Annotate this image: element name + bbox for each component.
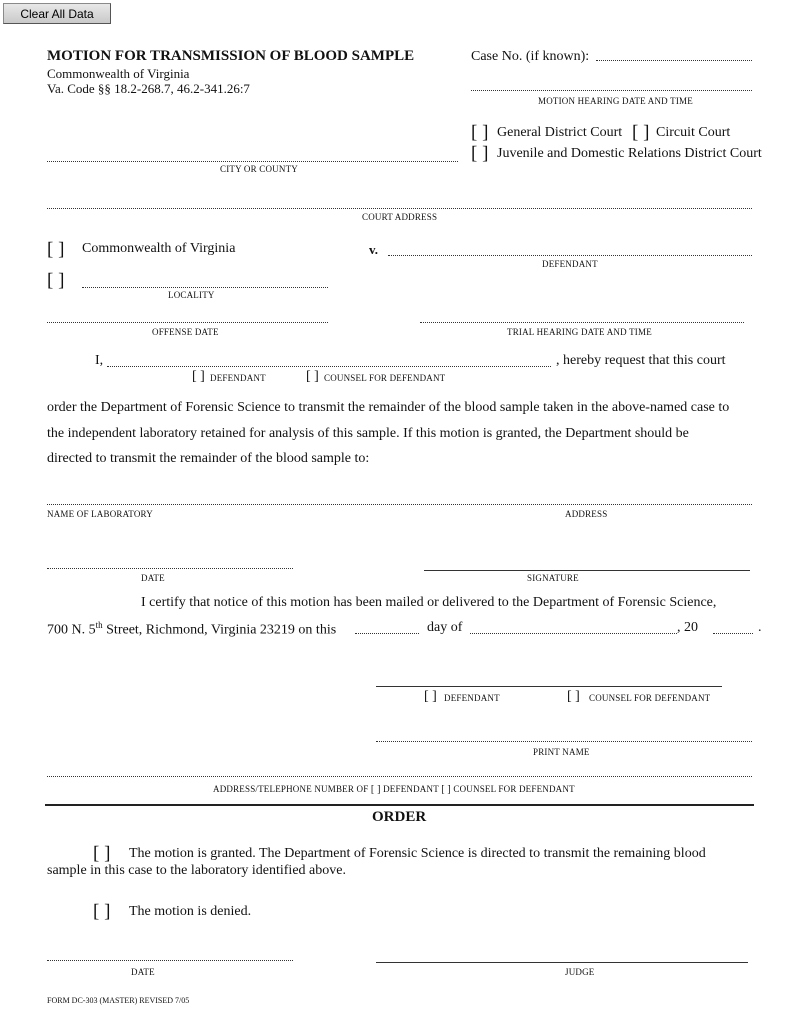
address-telephone-text: ADDRESS/TELEPHONE NUMBER OF	[213, 784, 369, 794]
certify-year-field[interactable]	[713, 633, 753, 634]
signature-field[interactable]	[424, 570, 750, 571]
juvenile-court-label: Juvenile and Domestic Relations District Court	[497, 146, 762, 161]
requester-defendant-label: DEFENDANT	[210, 373, 266, 383]
lab-name-label: NAME OF LABORATORY	[47, 509, 153, 519]
code-reference: Va. Code §§ 18.2-268.7, 46.2-341.26:7	[47, 81, 250, 96]
commonwealth-label: Commonwealth of Virginia	[82, 241, 236, 256]
case-no-field[interactable]	[596, 60, 752, 61]
versus-label: v.	[369, 242, 379, 257]
circuit-court-checkbox[interactable]: [ ]	[632, 122, 650, 143]
certifier-defendant-label: DEFENDANT	[444, 693, 500, 703]
day-of-label: day of	[427, 620, 463, 635]
print-name-field[interactable]	[376, 741, 752, 742]
address-telephone-field[interactable]	[47, 776, 752, 777]
addr-counsel-label: COUNSEL FOR DEFENDANT	[453, 784, 575, 794]
requester-counsel-checkbox[interactable]: [ ]	[306, 369, 319, 384]
locality-field[interactable]	[82, 287, 328, 288]
hearing-date-field[interactable]	[471, 90, 752, 91]
motion-denied-checkbox[interactable]: [ ]	[93, 901, 111, 922]
certify-line-1: I certify that notice of this motion has been mailed or delivered to the Department of Forensic Science,	[141, 595, 717, 610]
clear-all-data-button[interactable]: Clear All Data	[3, 3, 111, 24]
certify-addr-pre: 700 N. 5	[47, 622, 96, 638]
city-county-field[interactable]	[47, 161, 458, 162]
case-no-label: Case No. (if known):	[471, 49, 590, 64]
court-address-field[interactable]	[47, 208, 752, 209]
request-tail: , hereby request that this court	[556, 353, 726, 368]
general-district-label: General District Court	[497, 125, 623, 140]
form-id: FORM DC-303 (MASTER) REVISED 7/05	[47, 996, 190, 1005]
request-date-field[interactable]	[47, 568, 293, 569]
lab-address-label: ADDRESS	[565, 509, 608, 519]
certify-day-field[interactable]	[355, 633, 419, 634]
year-prefix: , 20	[677, 620, 698, 635]
order-title: ORDER	[372, 809, 427, 825]
order-date-label: DATE	[131, 967, 155, 977]
requester-defendant-checkbox[interactable]: [ ]	[192, 369, 205, 384]
lab-name-address-field[interactable]	[47, 504, 752, 505]
city-county-label: CITY OR COUNTY	[220, 164, 298, 174]
certify-addr-post: Street, Richmond, Virginia 23219 on this	[102, 622, 337, 638]
requester-name-field[interactable]	[107, 366, 551, 367]
request-date-label: DATE	[141, 573, 165, 583]
locality-label: LOCALITY	[168, 290, 215, 300]
certifier-counsel-label: COUNSEL FOR DEFENDANT	[589, 693, 711, 703]
addr-defendant-checkbox[interactable]: [ ]	[370, 784, 381, 795]
certifier-defendant-checkbox[interactable]: [ ]	[424, 689, 437, 704]
signature-label: SIGNATURE	[527, 573, 579, 583]
order-date-field[interactable]	[47, 960, 293, 961]
certifier-counsel-checkbox[interactable]: [ ]	[567, 689, 580, 704]
judge-signature-field[interactable]	[376, 962, 748, 963]
hearing-date-label: MOTION HEARING DATE AND TIME	[538, 96, 693, 106]
locality-checkbox[interactable]: [ ]	[47, 270, 65, 291]
juvenile-court-checkbox[interactable]: [ ]	[471, 143, 489, 164]
form-title: MOTION FOR TRANSMISSION OF BLOOD SAMPLE	[47, 48, 415, 64]
order-divider	[45, 804, 754, 806]
period: .	[758, 620, 762, 635]
certify-month-field[interactable]	[470, 633, 677, 634]
request-line-2: the independent laboratory retained for analysis of this sample. If this motion is granted, the Department should be	[47, 426, 689, 441]
request-line-3: directed to transmit the remainder of the blood sample to:	[47, 451, 370, 466]
defendant-name-field[interactable]	[388, 255, 752, 256]
requester-counsel-label: COUNSEL FOR DEFENDANT	[324, 373, 446, 383]
jurisdiction: Commonwealth of Virginia	[47, 66, 190, 81]
offense-date-field[interactable]	[47, 322, 328, 323]
addr-counsel-checkbox[interactable]: [ ]	[441, 784, 451, 795]
motion-granted-checkbox[interactable]: [ ]	[93, 843, 111, 864]
certify-addr-sup: th	[95, 620, 103, 630]
defendant-label: DEFENDANT	[542, 259, 598, 269]
judge-label: JUDGE	[565, 967, 595, 977]
offense-date-label: OFFENSE DATE	[152, 327, 219, 337]
request-line-1: order the Department of Forensic Science to transmit the remainder of the blood sample taken in the above-named case to	[47, 400, 730, 415]
addr-defendant-label: DEFENDANT	[383, 784, 439, 794]
trial-date-field[interactable]	[420, 322, 744, 323]
circuit-court-label: Circuit Court	[656, 125, 731, 140]
granted-line-1: The motion is granted. The Department of Forensic Science is directed to transmit the remaining blood	[129, 846, 706, 861]
granted-line-2: sample in this case to the laboratory identified above.	[47, 863, 346, 878]
trial-date-label: TRIAL HEARING DATE AND TIME	[507, 327, 652, 337]
i-label: I,	[95, 353, 104, 368]
certify-address	[47, 620, 336, 639]
certifier-signature-field[interactable]	[376, 686, 722, 687]
denied-label: The motion is denied.	[129, 904, 252, 919]
commonwealth-checkbox[interactable]: [ ]	[47, 239, 65, 260]
print-name-label: PRINT NAME	[533, 747, 590, 757]
address-telephone-label	[213, 783, 575, 797]
general-district-checkbox[interactable]: [ ]	[471, 122, 489, 143]
court-address-label: COURT ADDRESS	[362, 212, 438, 222]
